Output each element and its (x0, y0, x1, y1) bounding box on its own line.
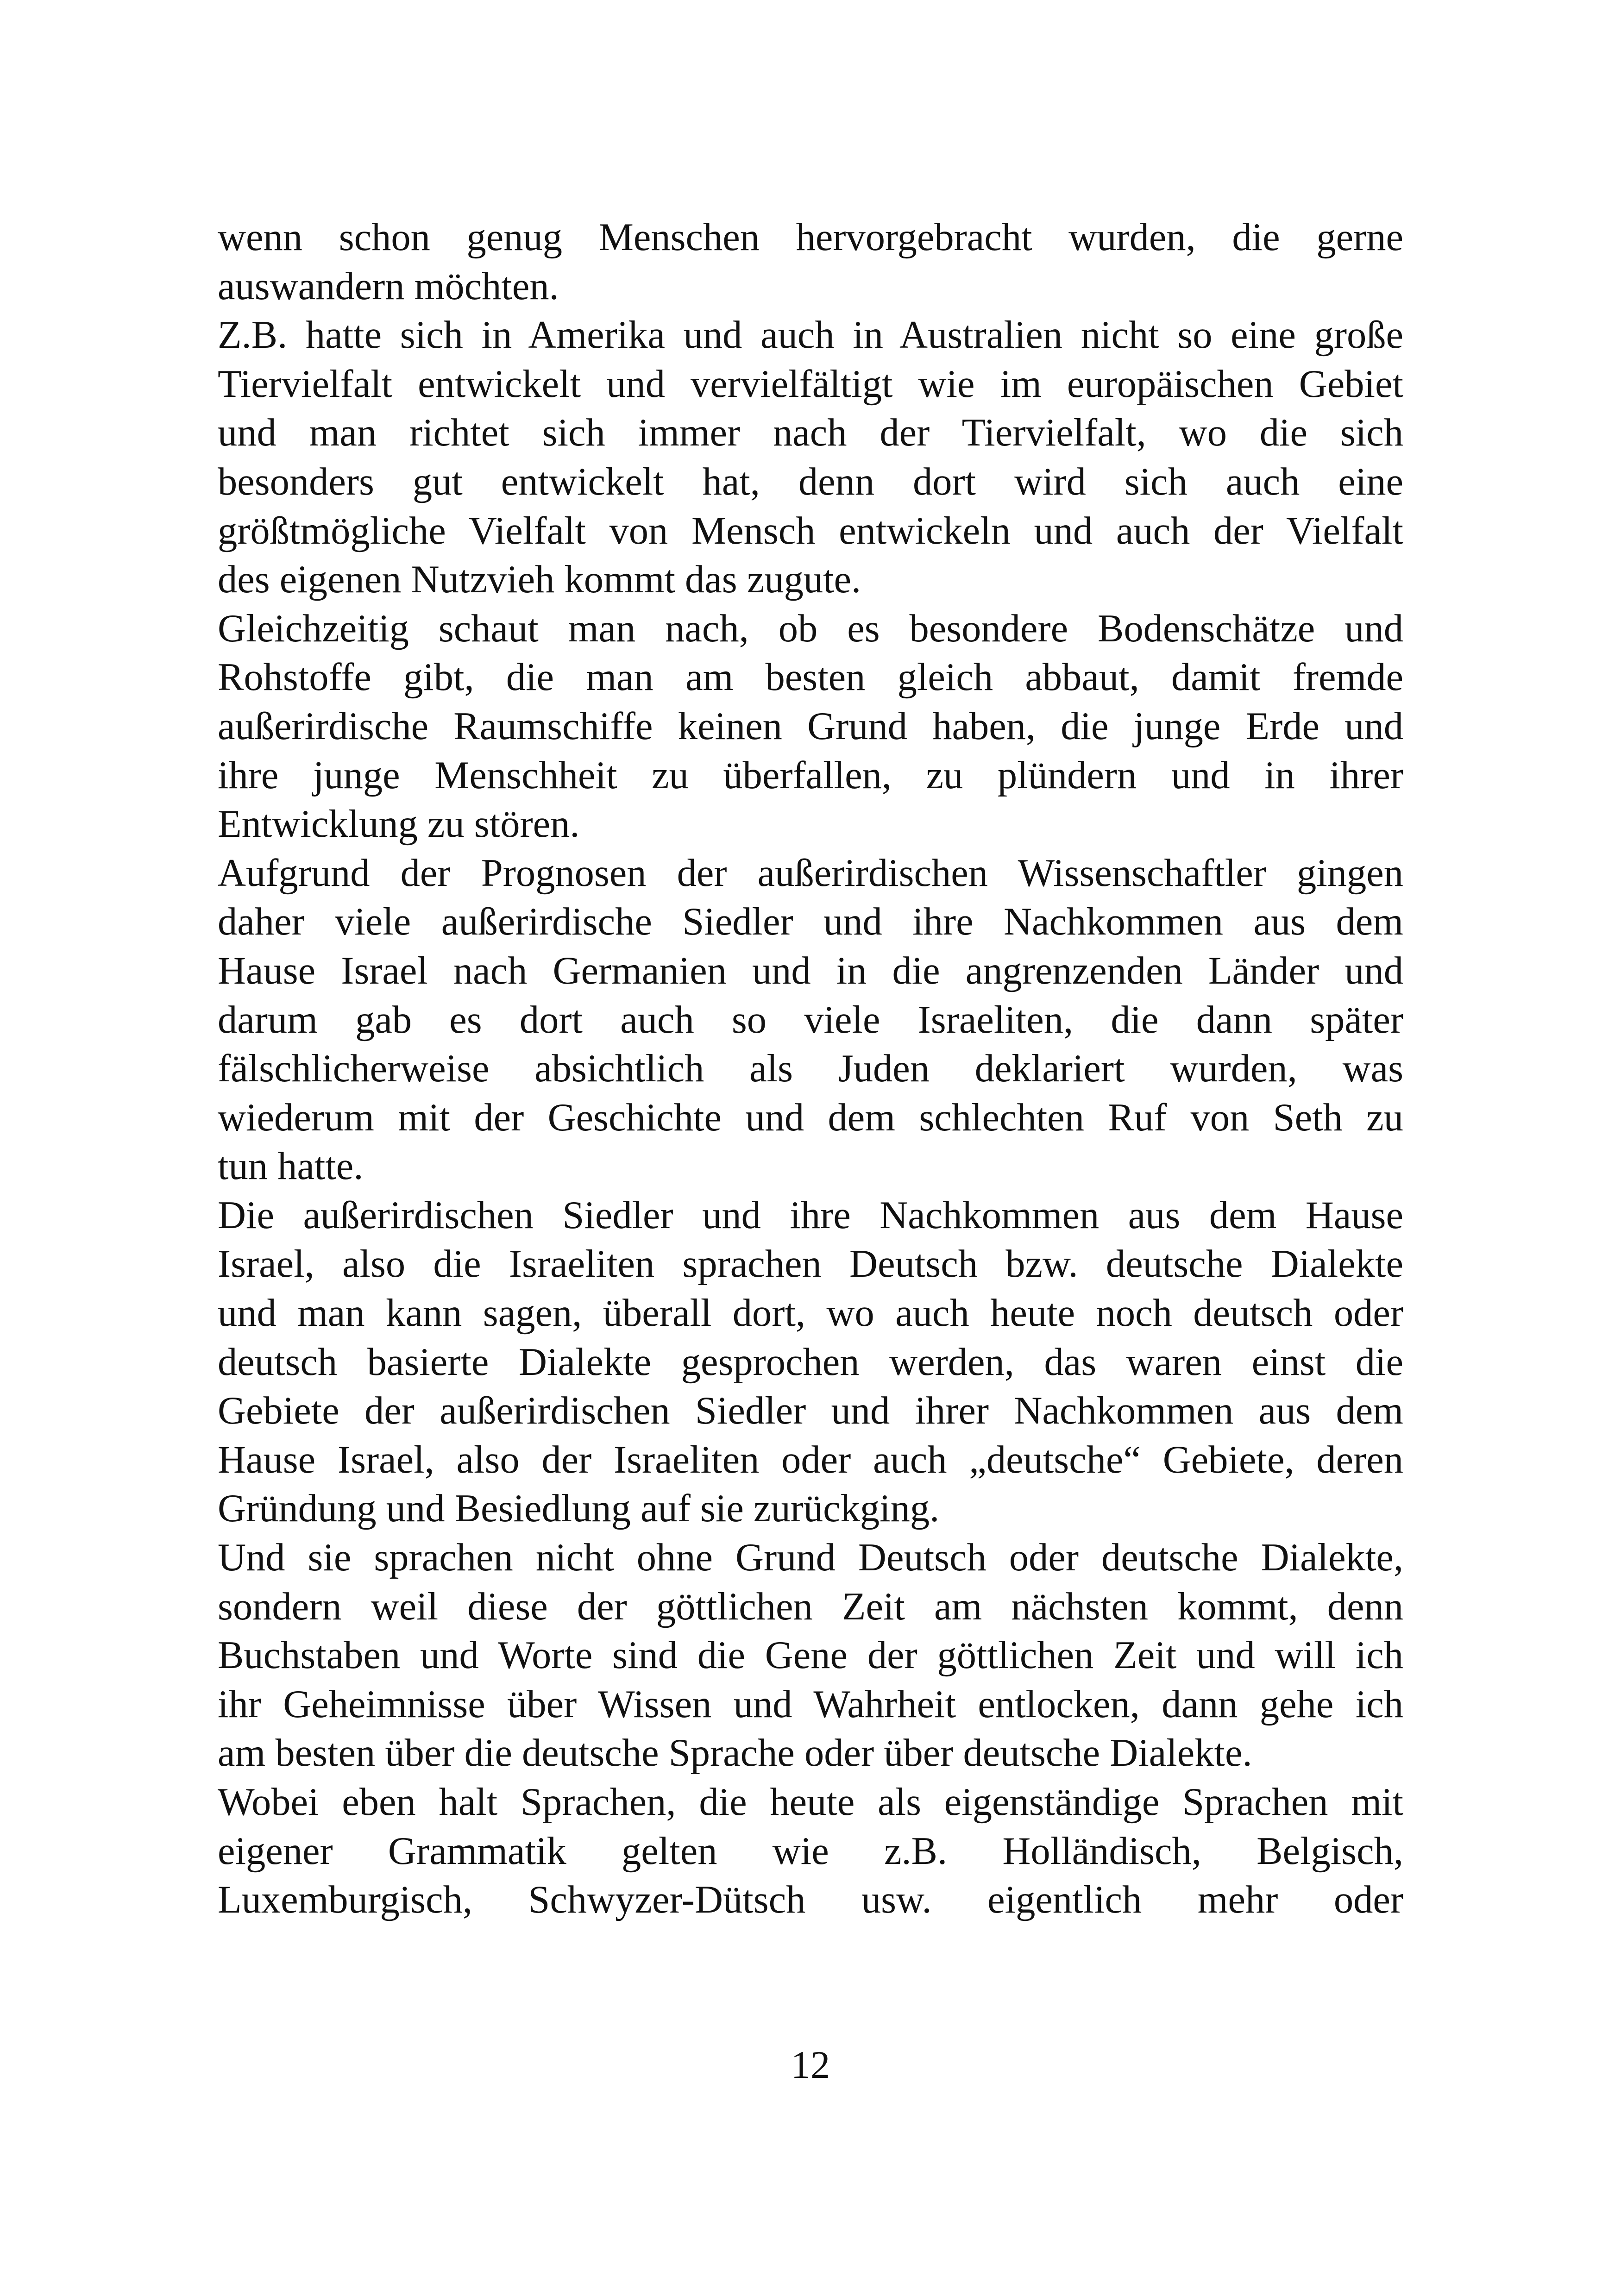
text-line: Buchstaben und Worte sind die Gene der göttlichen Zeit und will ich (218, 1634, 1403, 1677)
text-line: wiederum mit der Geschichte und dem schlechten Ruf von Seth zu (218, 1096, 1403, 1139)
text-line: daher viele außerirdische Siedler und ihre Nachkommen aus dem (218, 900, 1403, 944)
text-line: Z.B. hatte sich in Amerika und auch in Australien nicht so eine große (218, 314, 1403, 357)
text-line: und man richtet sich immer nach der Tiervielfalt, wo die sich (218, 411, 1403, 455)
text-line: ihre junge Menschheit zu überfallen, zu plündern und in ihrer (218, 753, 1403, 797)
text-line: besonders gut entwickelt hat, denn dort wird sich auch eine (218, 460, 1403, 503)
text-line: Tiervielfalt entwickelt und vervielfältigt wie im europäischen Gebiet (218, 362, 1403, 406)
text-line: Hause Israel, also der Israeliten oder auch „deutsche“ Gebiete, deren (218, 1438, 1403, 1481)
text-line: sondern weil diese der göttlichen Zeit am nächsten kommt, denn (218, 1585, 1403, 1628)
text-line: Rohstoffe gibt, die man am besten gleich abbaut, damit fremde (218, 656, 1403, 699)
text-line: des eigenen Nutzvieh kommt das zugute. (218, 558, 861, 602)
text-line: eigener Grammatik gelten wie z.B. Holländisch, Belgisch, (218, 1829, 1403, 1873)
text-line: Gebiete der außerirdischen Siedler und ihrer Nachkommen aus dem (218, 1389, 1403, 1433)
text-line: auswandern möchten. (218, 264, 559, 308)
text-line: Hause Israel nach Germanien und in die angrenzenden Länder und (218, 949, 1403, 992)
text-line: tun hatte. (218, 1145, 364, 1188)
text-line: deutsch basierte Dialekte gesprochen werden, das waren einst die (218, 1340, 1403, 1384)
text-line: Aufgrund der Prognosen der außerirdischen Wissenschaftler gingen (218, 851, 1403, 895)
text-line: außerirdische Raumschiffe keinen Grund haben, die junge Erde und (218, 704, 1403, 748)
page-number: 12 (791, 2044, 830, 2087)
text-line: Wobei eben halt Sprachen, die heute als eigenständige Sprachen mit (218, 1781, 1403, 1824)
text-line: Gründung und Besiedlung auf sie zurückging. (218, 1487, 940, 1531)
text-line: Die außerirdischen Siedler und ihre Nachkommen aus dem Hause (218, 1193, 1403, 1237)
text-line: Und sie sprachen nicht ohne Grund Deutsch oder deutsche Dialekte, (218, 1536, 1403, 1580)
body-text (218, 213, 1403, 1925)
text-line: am besten über die deutsche Sprache oder über deutsche Dialekte. (218, 1731, 1252, 1775)
text-line: und man kann sagen, überall dort, wo auch heute noch deutsch oder (218, 1292, 1403, 1335)
text-line: Entwicklung zu stören. (218, 803, 580, 846)
text-line: darum gab es dort auch so viele Israeliten, die dann später (218, 998, 1403, 1041)
text-line: fälschlicherweise absichtlich als Juden deklariert wurden, was (218, 1047, 1403, 1091)
text-line: Israel, also die Israeliten sprachen Deutsch bzw. deutsche Dialekte (218, 1242, 1403, 1286)
text-line: Luxemburgisch, Schwyzer-Dütsch usw. eigentlich mehr oder (218, 1878, 1403, 1922)
text-line: wenn schon genug Menschen hervorgebracht wurden, die gerne (218, 216, 1403, 259)
text-line: Gleichzeitig schaut man nach, ob es besondere Bodenschätze und (218, 607, 1403, 650)
text-line: ihr Geheimnisse über Wissen und Wahrheit entlocken, dann gehe ich (218, 1682, 1403, 1726)
text-line: größtmögliche Vielfalt von Mensch entwickeln und auch der Vielfalt (218, 509, 1403, 552)
